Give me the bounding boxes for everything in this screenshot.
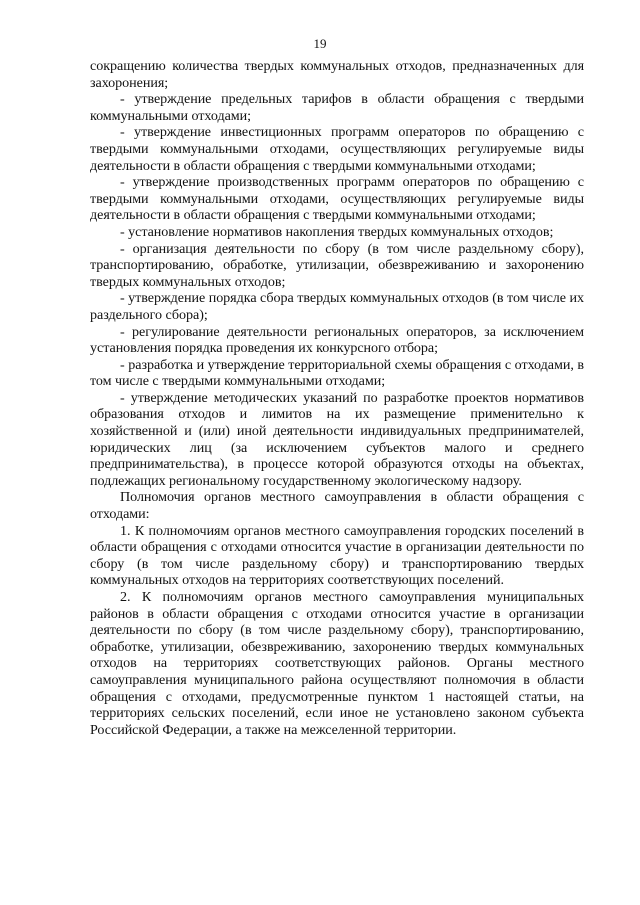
list-item-collection-procedure: - утверждение порядка сбора твердых коммунальных отходов (в том числе их раздельного сбора); — [90, 290, 584, 323]
list-item-territorial-scheme: - разработка и утверждение территориальной схемы обращения с отходами, в том числе с твердыми коммунальными отходами; — [90, 356, 584, 390]
section-heading-local-authorities: Полномочия органов местного самоуправления в области обращения с отходами: — [90, 489, 584, 523]
list-item-methodical-guidelines: - утверждение методических указаний по разработке проектов нормативов образования отходов и лимитов на их размещение применительно к хозяйственной и (или) иной деятельности индивидуальных предпринимателей, юридических лиц (за исключением субъектов малого и среднего предпринимательства), в процессе которой образуются отходы на объектах, подлежащих региональному государственному экологическому надзору. — [90, 389, 584, 489]
clause-2: 2. К полномочиям органов местного самоуправления муниципальных районов в области обращения с отходами относится участие в организации деятельности по сбору (в том числе раздельному сбору), транспортированию, обработке, утилизации, обезвреживанию, захоронению твердых коммунальных отходов на территориях соответствующих районов. Органы местного самоуправления муниципального района осуществляют полномочия в области обращения с отходами, предусмотренные пунктом 1 настоящей статьи, на территориях сельских поселений, если иное не установлено законом субъекта Российской Федерации, а также на межселенной территории. — [90, 589, 584, 738]
document-body — [90, 58, 584, 738]
clause-1: 1. К полномочиям органов местного самоуправления городских поселений в области обращения с отходами относится участие в организации деятельности по сбору (в том числе раздельному сбору) и транспортированию твердых коммунальных отходов на территориях соответствующих поселений. — [90, 522, 584, 589]
list-item-tariffs: - утверждение предельных тарифов в области обращения с твердыми коммунальными отходами; — [90, 91, 584, 124]
list-item-regional-operators: - регулирование деятельности региональных операторов, за исключением установления порядка проведения их конкурсного отбора; — [90, 323, 584, 357]
list-item-production-programs: - утверждение производственных программ операторов по обращению с твердыми коммунальными отходами, осуществляющих регулируемые виды деятельности в области обращения с твердыми коммунальными отходами; — [90, 174, 584, 224]
list-item-accumulation-norms: - установление нормативов накопления твердых коммунальных отходов; — [120, 223, 554, 240]
paragraph-continuation: сокращению количества твердых коммунальных отходов, предназначенных для захоронения; — [90, 58, 584, 91]
list-item-organization: - организация деятельности по сбору (в том числе раздельному сбору), транспортированию, обработке, утилизации, обезвреживанию и захоронению твердых коммунальных отходов; — [90, 240, 584, 290]
page-number: 19 — [313, 36, 327, 51]
list-item-investment-programs: - утверждение инвестиционных программ операторов по обращению с твердыми коммунальными отходами, осуществляющих регулируемые виды деятельности в области обращения с твердыми коммунальными отходами; — [90, 124, 584, 174]
